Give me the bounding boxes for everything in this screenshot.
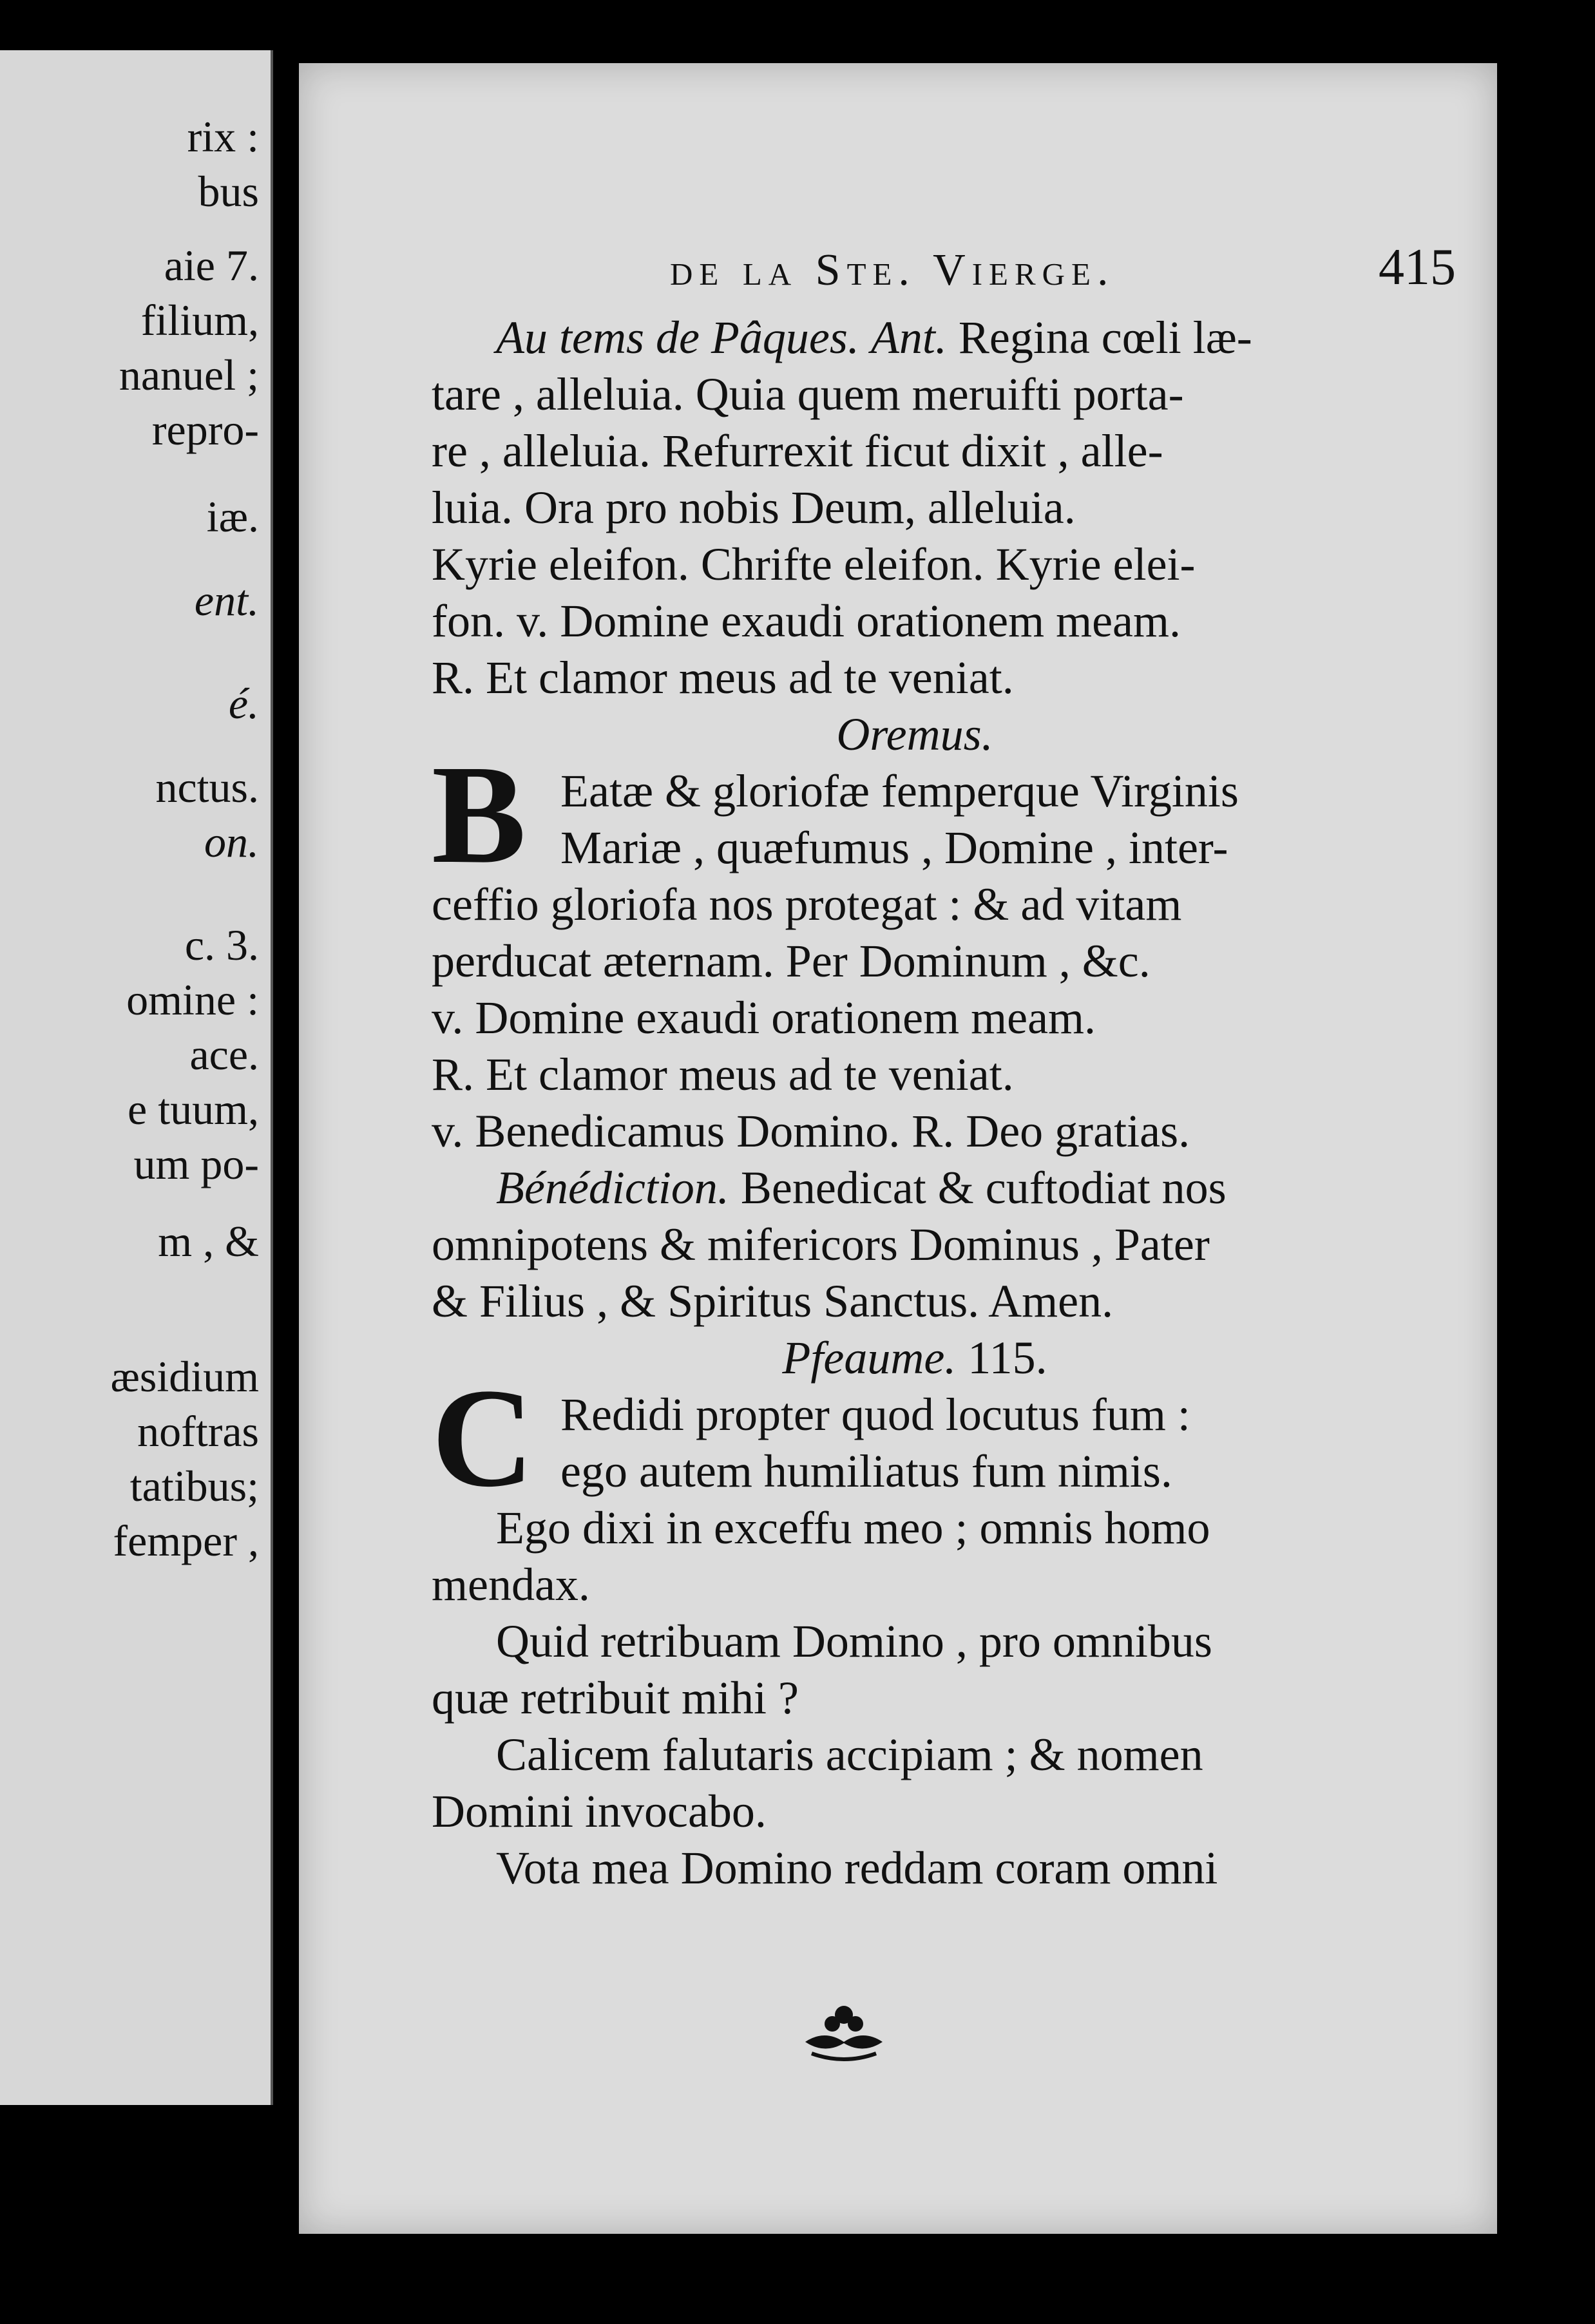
paques-label: Au tems de Pâques.: [496, 312, 859, 363]
dropcap-c: C: [432, 1359, 534, 1516]
left-fragment: ent.: [194, 576, 259, 625]
ant-label: Ant.: [870, 312, 947, 363]
text-line: Ego dixi in exceffu meo ; omnis homo: [496, 1502, 1210, 1554]
left-fragment: tatibus;: [129, 1462, 259, 1510]
benediction-line: [432, 1159, 1398, 1216]
text-line: ego autem humiliatus fum nimis.: [560, 1445, 1172, 1497]
benediction-label: Bénédiction.: [496, 1162, 729, 1214]
left-fragment: on.: [204, 817, 259, 866]
psalm-heading: [432, 1329, 1398, 1386]
pseaume-label: Pfeaume.: [782, 1332, 957, 1384]
fleuron-icon: [799, 2003, 889, 2068]
text-line: quæ retribuit mihi ?: [432, 1672, 799, 1724]
text-line: Benedicat & cuftodiat nos: [740, 1162, 1227, 1214]
text-line: R. Et clamor meus ad te veniat.: [432, 1049, 1014, 1100]
prayer-paragraph: [432, 736, 1398, 1159]
left-fragment: c. 3.: [184, 920, 259, 969]
text-line: re , alleluia. Refurrexit ficut dixit , alle-: [432, 425, 1163, 477]
dropcap-b: B: [432, 736, 526, 893]
left-fragment: æsidium: [110, 1352, 259, 1401]
text-line: mendax.: [432, 1559, 590, 1610]
text-line: Calicem falutaris accipiam ; & nomen: [496, 1729, 1203, 1780]
text-line: Vota mea Domino reddam coram omni: [496, 1842, 1218, 1894]
left-fragment: filium,: [140, 296, 259, 345]
text-line: perducat æternam. Per Dominum , &c.: [432, 935, 1151, 987]
left-fragment: é.: [228, 679, 259, 728]
text-line: luia. Ora pro nobis Deum, alleluia.: [432, 482, 1076, 533]
left-fragment: bus: [198, 167, 259, 216]
running-head: de la Ste. Vierge.: [670, 245, 1115, 295]
psalm-paragraph: [432, 1359, 1398, 1896]
text-line: fon. v. Domine exaudi orationem meam.: [432, 595, 1181, 647]
left-fragment: femper ,: [113, 1516, 259, 1565]
text-line: Eatæ & gloriofæ femperque Virginis: [560, 765, 1239, 817]
text-line: Domini invocabo.: [432, 1786, 767, 1837]
text-line: Mariæ , quæfumus , Domine , inter-: [560, 822, 1228, 873]
text-line: Redidi propter quod locutus fum :: [560, 1389, 1190, 1440]
page-body: [432, 309, 1398, 1896]
left-fragment: nctus.: [155, 763, 259, 812]
left-fragment: ace.: [189, 1030, 259, 1079]
left-fragment: rix :: [187, 112, 259, 161]
text-line: v. Domine exaudi orationem meam.: [432, 992, 1096, 1043]
left-fragment: omine :: [126, 975, 259, 1024]
text-line: ceffio gloriofa nos protegat : & ad vitam: [432, 879, 1182, 930]
left-fragment: e tuum,: [128, 1085, 259, 1134]
text-line: tare , alleluia. Quia quem meruifti porta-: [432, 368, 1184, 420]
text-line: Regina cœli læ-: [958, 312, 1252, 363]
text-line: v. Benedicamus Domino. R. Deo gratias.: [432, 1105, 1190, 1157]
left-fragment: m , &: [158, 1217, 259, 1266]
left-fragment: noftras: [137, 1407, 259, 1456]
left-fragment: aie 7.: [164, 241, 259, 290]
page-number: 415: [1379, 239, 1456, 296]
text-line: Quid retribuam Domino , pro omnibus: [496, 1615, 1212, 1667]
text-line: & Filius , & Spiritus Sanctus. Amen.: [432, 1275, 1114, 1327]
text-line: Kyrie eleifon. Chrifte eleifon. Kyrie elei-: [432, 538, 1196, 590]
oremus-heading: Oremus.: [836, 709, 993, 760]
facing-page-fragment: [0, 50, 273, 2105]
psalm-number: 115.: [968, 1332, 1047, 1384]
left-fragment: nanuel ;: [119, 350, 259, 399]
antiphon-heading-line: [432, 309, 1398, 366]
text-line: omnipotens & mifericors Dominus , Pater: [432, 1219, 1210, 1270]
left-fragment: repro-: [151, 405, 259, 454]
left-fragment: um po-: [133, 1139, 259, 1188]
text-line: R. Et clamor meus ad te veniat.: [432, 652, 1014, 703]
left-fragment: iæ.: [206, 492, 259, 541]
